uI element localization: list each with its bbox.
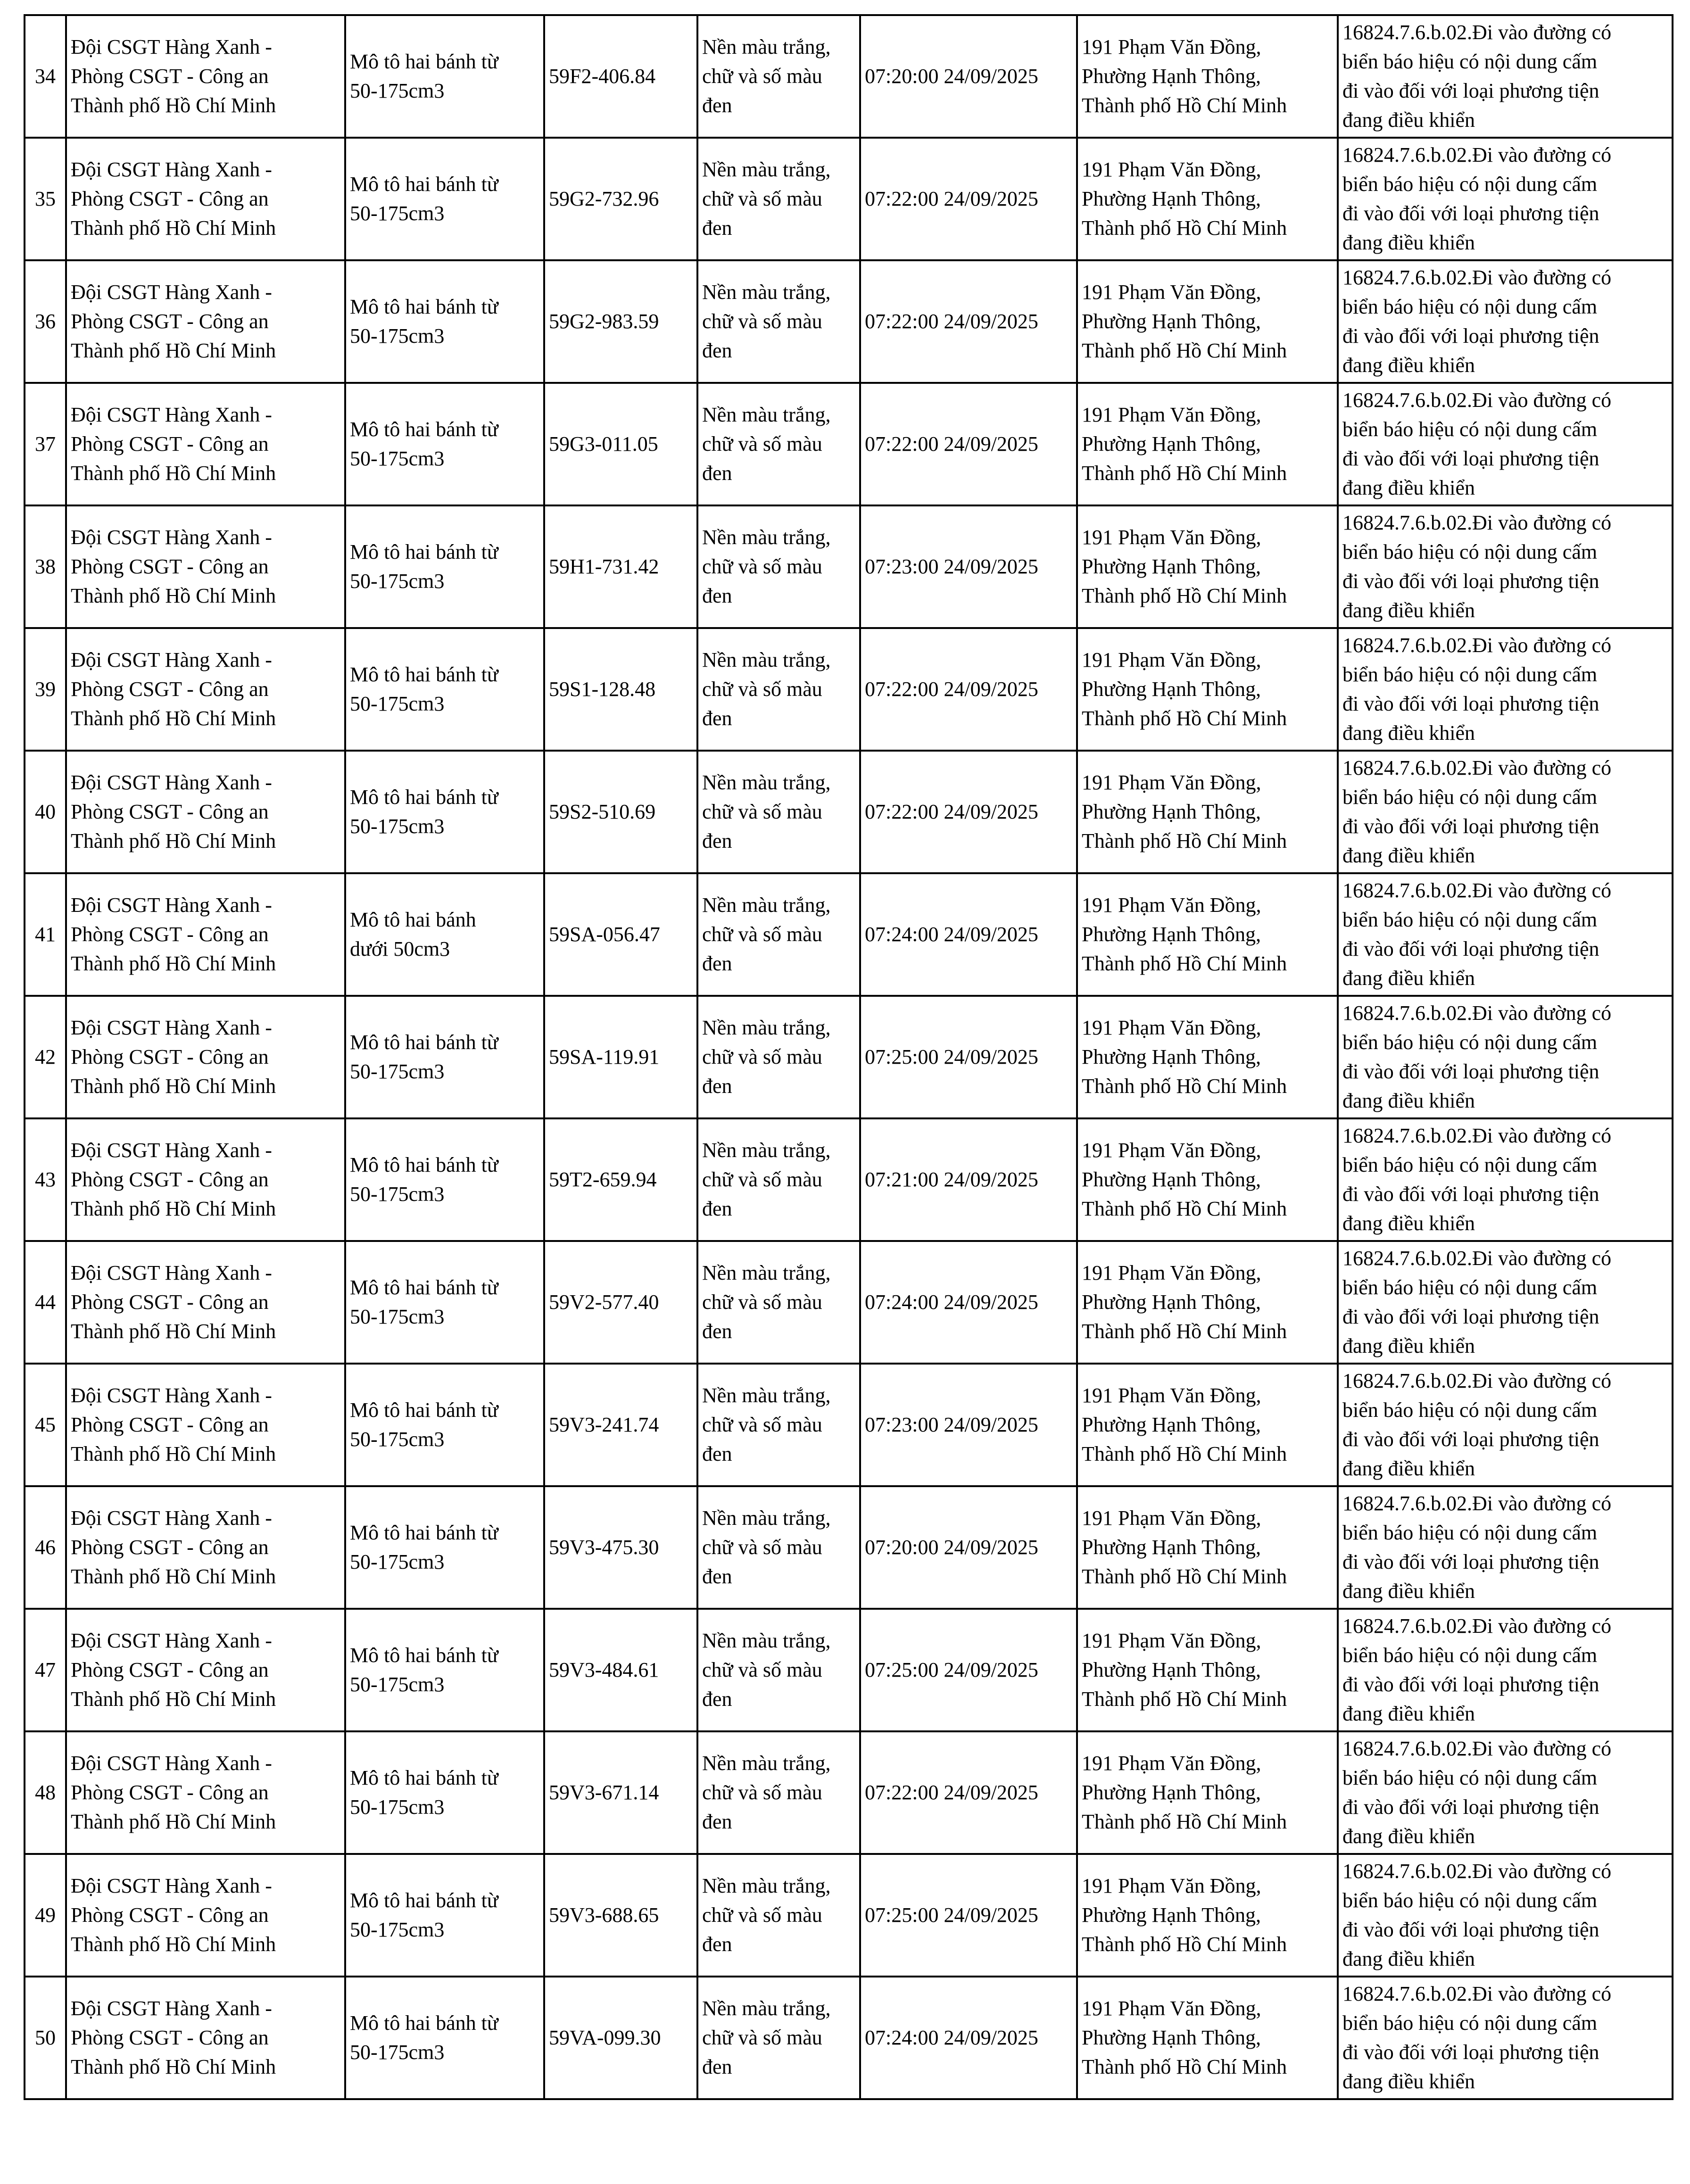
cell-plate-color: Nền màu trắng, chữ và số màu đen (697, 751, 860, 873)
cell-plate-number: 59V3-688.65 (544, 1854, 697, 1977)
cell-violation-time: 07:25:00 24/09/2025 (860, 1609, 1077, 1731)
cell-stt: 48 (25, 1731, 66, 1854)
cell-location: 191 Phạm Văn Đồng, Phường Hạnh Thông, Thành phố Hồ Chí Minh (1077, 628, 1338, 751)
cell-location: 191 Phạm Văn Đồng, Phường Hạnh Thông, Thành phố Hồ Chí Minh (1077, 1118, 1338, 1241)
cell-location: 191 Phạm Văn Đồng, Phường Hạnh Thông, Thành phố Hồ Chí Minh (1077, 383, 1338, 505)
cell-violation-time: 07:22:00 24/09/2025 (860, 1731, 1077, 1854)
cell-location: 191 Phạm Văn Đồng, Phường Hạnh Thông, Thành phố Hồ Chí Minh (1077, 260, 1338, 383)
cell-location: 191 Phạm Văn Đồng, Phường Hạnh Thông, Thành phố Hồ Chí Minh (1077, 873, 1338, 996)
table-body (25, 15, 1673, 2099)
cell-unit: Đội CSGT Hàng Xanh - Phòng CSGT - Công an Thành phố Hồ Chí Minh (66, 1486, 345, 1609)
cell-stt: 50 (25, 1977, 66, 2099)
cell-vehicle-type: Mô tô hai bánh từ 50-175cm3 (345, 996, 544, 1118)
cell-plate-number: 59G2-983.59 (544, 260, 697, 383)
cell-plate-number: 59V3-484.61 (544, 1609, 697, 1731)
cell-location: 191 Phạm Văn Đồng, Phường Hạnh Thông, Thành phố Hồ Chí Minh (1077, 1731, 1338, 1854)
cell-stt: 47 (25, 1609, 66, 1731)
cell-unit: Đội CSGT Hàng Xanh - Phòng CSGT - Công an Thành phố Hồ Chí Minh (66, 15, 345, 138)
cell-vehicle-type: Mô tô hai bánh từ 50-175cm3 (345, 1609, 544, 1731)
cell-vehicle-type: Mô tô hai bánh từ 50-175cm3 (345, 751, 544, 873)
document-page (24, 14, 1672, 2100)
cell-plate-color: Nền màu trắng, chữ và số màu đen (697, 1486, 860, 1609)
violations-table (24, 14, 1673, 2100)
cell-plate-number: 59V3-241.74 (544, 1364, 697, 1486)
cell-vehicle-type: Mô tô hai bánh từ 50-175cm3 (345, 1118, 544, 1241)
table-row (25, 1977, 1673, 2099)
cell-violation-time: 07:22:00 24/09/2025 (860, 260, 1077, 383)
cell-violation: 16824.7.6.b.02.Đi vào đường có biển báo hiệu có nội dung cấm đi vào đối với loại phương tiện đang điều khiển (1338, 1364, 1673, 1486)
cell-plate-color: Nền màu trắng, chữ và số màu đen (697, 873, 860, 996)
cell-unit: Đội CSGT Hàng Xanh - Phòng CSGT - Công an Thành phố Hồ Chí Minh (66, 1854, 345, 1977)
cell-unit: Đội CSGT Hàng Xanh - Phòng CSGT - Công an Thành phố Hồ Chí Minh (66, 1118, 345, 1241)
table-row (25, 628, 1673, 751)
cell-unit: Đội CSGT Hàng Xanh - Phòng CSGT - Công an Thành phố Hồ Chí Minh (66, 873, 345, 996)
cell-stt: 44 (25, 1241, 66, 1364)
cell-plate-number: 59V2-577.40 (544, 1241, 697, 1364)
cell-location: 191 Phạm Văn Đồng, Phường Hạnh Thông, Thành phố Hồ Chí Minh (1077, 1854, 1338, 1977)
cell-plate-number: 59F2-406.84 (544, 15, 697, 138)
table-row (25, 1854, 1673, 1977)
cell-plate-number: 59S1-128.48 (544, 628, 697, 751)
cell-violation-time: 07:22:00 24/09/2025 (860, 138, 1077, 260)
cell-vehicle-type: Mô tô hai bánh từ 50-175cm3 (345, 1486, 544, 1609)
cell-unit: Đội CSGT Hàng Xanh - Phòng CSGT - Công an Thành phố Hồ Chí Minh (66, 751, 345, 873)
cell-violation-time: 07:23:00 24/09/2025 (860, 505, 1077, 628)
cell-plate-number: 59T2-659.94 (544, 1118, 697, 1241)
cell-plate-number: 59SA-119.91 (544, 996, 697, 1118)
cell-vehicle-type: Mô tô hai bánh từ 50-175cm3 (345, 1977, 544, 2099)
cell-violation: 16824.7.6.b.02.Đi vào đường có biển báo hiệu có nội dung cấm đi vào đối với loại phương tiện đang điều khiển (1338, 505, 1673, 628)
cell-violation-time: 07:24:00 24/09/2025 (860, 1977, 1077, 2099)
cell-unit: Đội CSGT Hàng Xanh - Phòng CSGT - Công an Thành phố Hồ Chí Minh (66, 1364, 345, 1486)
cell-violation: 16824.7.6.b.02.Đi vào đường có biển báo hiệu có nội dung cấm đi vào đối với loại phương tiện đang điều khiển (1338, 628, 1673, 751)
cell-stt: 39 (25, 628, 66, 751)
cell-vehicle-type: Mô tô hai bánh từ 50-175cm3 (345, 505, 544, 628)
cell-plate-color: Nền màu trắng, chữ và số màu đen (697, 15, 860, 138)
table-row (25, 15, 1673, 138)
cell-violation: 16824.7.6.b.02.Đi vào đường có biển báo hiệu có nội dung cấm đi vào đối với loại phương tiện đang điều khiển (1338, 260, 1673, 383)
cell-violation: 16824.7.6.b.02.Đi vào đường có biển báo hiệu có nội dung cấm đi vào đối với loại phương tiện đang điều khiển (1338, 1731, 1673, 1854)
cell-violation: 16824.7.6.b.02.Đi vào đường có biển báo hiệu có nội dung cấm đi vào đối với loại phương tiện đang điều khiển (1338, 15, 1673, 138)
cell-violation-time: 07:24:00 24/09/2025 (860, 1241, 1077, 1364)
cell-vehicle-type: Mô tô hai bánh dưới 50cm3 (345, 873, 544, 996)
cell-unit: Đội CSGT Hàng Xanh - Phòng CSGT - Công an Thành phố Hồ Chí Minh (66, 628, 345, 751)
cell-violation: 16824.7.6.b.02.Đi vào đường có biển báo hiệu có nội dung cấm đi vào đối với loại phương tiện đang điều khiển (1338, 873, 1673, 996)
cell-location: 191 Phạm Văn Đồng, Phường Hạnh Thông, Thành phố Hồ Chí Minh (1077, 1241, 1338, 1364)
cell-violation-time: 07:22:00 24/09/2025 (860, 383, 1077, 505)
cell-plate-number: 59G3-011.05 (544, 383, 697, 505)
cell-violation: 16824.7.6.b.02.Đi vào đường có biển báo hiệu có nội dung cấm đi vào đối với loại phương tiện đang điều khiển (1338, 1486, 1673, 1609)
cell-plate-number: 59S2-510.69 (544, 751, 697, 873)
cell-violation: 16824.7.6.b.02.Đi vào đường có biển báo hiệu có nội dung cấm đi vào đối với loại phương tiện đang điều khiển (1338, 1241, 1673, 1364)
cell-location: 191 Phạm Văn Đồng, Phường Hạnh Thông, Thành phố Hồ Chí Minh (1077, 1977, 1338, 2099)
table-row (25, 1609, 1673, 1731)
cell-unit: Đội CSGT Hàng Xanh - Phòng CSGT - Công an Thành phố Hồ Chí Minh (66, 1977, 345, 2099)
table-row (25, 996, 1673, 1118)
cell-plate-color: Nền màu trắng, chữ và số màu đen (697, 138, 860, 260)
cell-vehicle-type: Mô tô hai bánh từ 50-175cm3 (345, 1854, 544, 1977)
cell-stt: 36 (25, 260, 66, 383)
cell-violation-time: 07:24:00 24/09/2025 (860, 873, 1077, 996)
cell-violation: 16824.7.6.b.02.Đi vào đường có biển báo hiệu có nội dung cấm đi vào đối với loại phương tiện đang điều khiển (1338, 138, 1673, 260)
table-row (25, 138, 1673, 260)
cell-violation: 16824.7.6.b.02.Đi vào đường có biển báo hiệu có nội dung cấm đi vào đối với loại phương tiện đang điều khiển (1338, 1118, 1673, 1241)
cell-unit: Đội CSGT Hàng Xanh - Phòng CSGT - Công an Thành phố Hồ Chí Minh (66, 1241, 345, 1364)
table-row (25, 1486, 1673, 1609)
cell-plate-number: 59H1-731.42 (544, 505, 697, 628)
cell-unit: Đội CSGT Hàng Xanh - Phòng CSGT - Công an Thành phố Hồ Chí Minh (66, 383, 345, 505)
cell-plate-color: Nền màu trắng, chữ và số màu đen (697, 628, 860, 751)
cell-stt: 41 (25, 873, 66, 996)
cell-vehicle-type: Mô tô hai bánh từ 50-175cm3 (345, 1241, 544, 1364)
cell-plate-number: 59V3-475.30 (544, 1486, 697, 1609)
cell-stt: 37 (25, 383, 66, 505)
cell-location: 191 Phạm Văn Đồng, Phường Hạnh Thông, Thành phố Hồ Chí Minh (1077, 138, 1338, 260)
cell-violation-time: 07:25:00 24/09/2025 (860, 996, 1077, 1118)
cell-plate-color: Nền màu trắng, chữ và số màu đen (697, 260, 860, 383)
cell-plate-number: 59V3-671.14 (544, 1731, 697, 1854)
cell-stt: 42 (25, 996, 66, 1118)
cell-violation-time: 07:23:00 24/09/2025 (860, 1364, 1077, 1486)
cell-stt: 38 (25, 505, 66, 628)
table-row (25, 1118, 1673, 1241)
cell-violation: 16824.7.6.b.02.Đi vào đường có biển báo hiệu có nội dung cấm đi vào đối với loại phương tiện đang điều khiển (1338, 1854, 1673, 1977)
table-row (25, 873, 1673, 996)
cell-stt: 46 (25, 1486, 66, 1609)
cell-stt: 35 (25, 138, 66, 260)
cell-stt: 43 (25, 1118, 66, 1241)
table-row (25, 505, 1673, 628)
cell-plate-color: Nền màu trắng, chữ và số màu đen (697, 1977, 860, 2099)
cell-vehicle-type: Mô tô hai bánh từ 50-175cm3 (345, 628, 544, 751)
cell-plate-color: Nền màu trắng, chữ và số màu đen (697, 1364, 860, 1486)
cell-unit: Đội CSGT Hàng Xanh - Phòng CSGT - Công an Thành phố Hồ Chí Minh (66, 505, 345, 628)
table-row (25, 1364, 1673, 1486)
cell-violation: 16824.7.6.b.02.Đi vào đường có biển báo hiệu có nội dung cấm đi vào đối với loại phương tiện đang điều khiển (1338, 1977, 1673, 2099)
cell-location: 191 Phạm Văn Đồng, Phường Hạnh Thông, Thành phố Hồ Chí Minh (1077, 15, 1338, 138)
cell-plate-color: Nền màu trắng, chữ và số màu đen (697, 1241, 860, 1364)
cell-vehicle-type: Mô tô hai bánh từ 50-175cm3 (345, 1731, 544, 1854)
cell-vehicle-type: Mô tô hai bánh từ 50-175cm3 (345, 138, 544, 260)
cell-location: 191 Phạm Văn Đồng, Phường Hạnh Thông, Thành phố Hồ Chí Minh (1077, 996, 1338, 1118)
cell-location: 191 Phạm Văn Đồng, Phường Hạnh Thông, Thành phố Hồ Chí Minh (1077, 1364, 1338, 1486)
cell-vehicle-type: Mô tô hai bánh từ 50-175cm3 (345, 15, 544, 138)
cell-violation-time: 07:25:00 24/09/2025 (860, 1854, 1077, 1977)
cell-plate-number: 59G2-732.96 (544, 138, 697, 260)
cell-violation: 16824.7.6.b.02.Đi vào đường có biển báo hiệu có nội dung cấm đi vào đối với loại phương tiện đang điều khiển (1338, 751, 1673, 873)
cell-plate-color: Nền màu trắng, chữ và số màu đen (697, 1731, 860, 1854)
cell-plate-color: Nền màu trắng, chữ và số màu đen (697, 1609, 860, 1731)
cell-violation-time: 07:22:00 24/09/2025 (860, 628, 1077, 751)
table-row (25, 383, 1673, 505)
cell-violation-time: 07:22:00 24/09/2025 (860, 751, 1077, 873)
cell-violation: 16824.7.6.b.02.Đi vào đường có biển báo hiệu có nội dung cấm đi vào đối với loại phương tiện đang điều khiển (1338, 996, 1673, 1118)
cell-stt: 45 (25, 1364, 66, 1486)
cell-vehicle-type: Mô tô hai bánh từ 50-175cm3 (345, 383, 544, 505)
cell-plate-color: Nền màu trắng, chữ và số màu đen (697, 1854, 860, 1977)
table-row (25, 1241, 1673, 1364)
cell-violation-time: 07:20:00 24/09/2025 (860, 15, 1077, 138)
cell-plate-color: Nền màu trắng, chữ và số màu đen (697, 1118, 860, 1241)
cell-plate-color: Nền màu trắng, chữ và số màu đen (697, 996, 860, 1118)
cell-location: 191 Phạm Văn Đồng, Phường Hạnh Thông, Thành phố Hồ Chí Minh (1077, 1609, 1338, 1731)
table-row (25, 1731, 1673, 1854)
cell-violation-time: 07:21:00 24/09/2025 (860, 1118, 1077, 1241)
cell-plate-color: Nền màu trắng, chữ và số màu đen (697, 505, 860, 628)
cell-unit: Đội CSGT Hàng Xanh - Phòng CSGT - Công an Thành phố Hồ Chí Minh (66, 1731, 345, 1854)
cell-violation-time: 07:20:00 24/09/2025 (860, 1486, 1077, 1609)
cell-unit: Đội CSGT Hàng Xanh - Phòng CSGT - Công an Thành phố Hồ Chí Minh (66, 260, 345, 383)
cell-violation: 16824.7.6.b.02.Đi vào đường có biển báo hiệu có nội dung cấm đi vào đối với loại phương tiện đang điều khiển (1338, 383, 1673, 505)
cell-vehicle-type: Mô tô hai bánh từ 50-175cm3 (345, 260, 544, 383)
cell-location: 191 Phạm Văn Đồng, Phường Hạnh Thông, Thành phố Hồ Chí Minh (1077, 1486, 1338, 1609)
cell-stt: 34 (25, 15, 66, 138)
table-row (25, 751, 1673, 873)
cell-unit: Đội CSGT Hàng Xanh - Phòng CSGT - Công an Thành phố Hồ Chí Minh (66, 996, 345, 1118)
cell-violation: 16824.7.6.b.02.Đi vào đường có biển báo hiệu có nội dung cấm đi vào đối với loại phương tiện đang điều khiển (1338, 1609, 1673, 1731)
cell-plate-number: 59VA-099.30 (544, 1977, 697, 2099)
cell-location: 191 Phạm Văn Đồng, Phường Hạnh Thông, Thành phố Hồ Chí Minh (1077, 505, 1338, 628)
cell-unit: Đội CSGT Hàng Xanh - Phòng CSGT - Công an Thành phố Hồ Chí Minh (66, 138, 345, 260)
cell-stt: 40 (25, 751, 66, 873)
cell-plate-color: Nền màu trắng, chữ và số màu đen (697, 383, 860, 505)
cell-location: 191 Phạm Văn Đồng, Phường Hạnh Thông, Thành phố Hồ Chí Minh (1077, 751, 1338, 873)
cell-vehicle-type: Mô tô hai bánh từ 50-175cm3 (345, 1364, 544, 1486)
cell-plate-number: 59SA-056.47 (544, 873, 697, 996)
table-row (25, 260, 1673, 383)
cell-unit: Đội CSGT Hàng Xanh - Phòng CSGT - Công an Thành phố Hồ Chí Minh (66, 1609, 345, 1731)
cell-stt: 49 (25, 1854, 66, 1977)
